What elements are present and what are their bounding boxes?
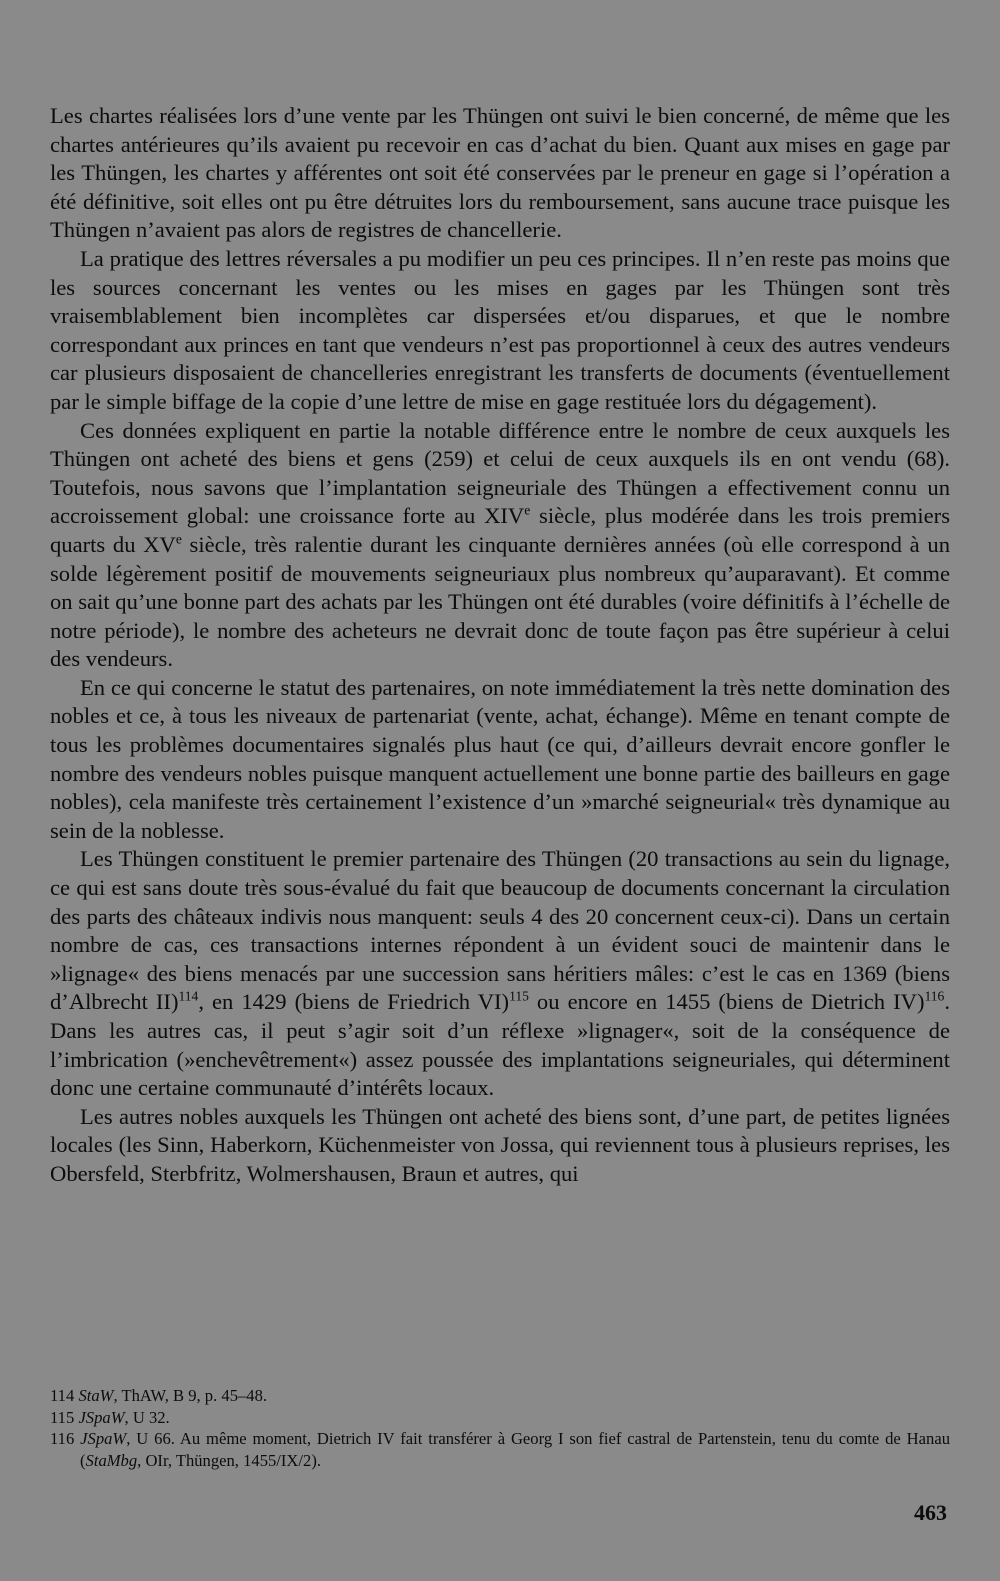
italic-text: StaW — [78, 1386, 114, 1405]
paragraph — [50, 845, 950, 1102]
paragraph — [50, 1103, 950, 1189]
text-run: Les autres nobles auxquels les Thüngen ont acheté des biens sont, d’une part, de petites lignées locales (les Sinn, Haberkorn, Küchenmeister von Jossa, qui reviennent tous à plusieurs reprises, les Obersfeld, Sterbfritz, Wolmershausen, Braun et autres, qui — [50, 1103, 950, 1186]
text-run: . Dans les autres cas, il peut s’agir soit d’un réflexe »lignager«, soit de la conséquence de l’imbrication (»enchevêtrement«) assez poussée des implantations seigneuriales, qui déterminent donc une certaine communauté d’intérêts locaux. — [50, 989, 950, 1101]
paragraph — [50, 674, 950, 846]
paragraph — [50, 417, 950, 674]
footnote-115 — [50, 1407, 950, 1429]
text-run: 115 — [50, 1407, 79, 1427]
footnotes — [50, 1385, 950, 1471]
text-run: , en 1429 (biens de Friedrich VI) — [198, 989, 510, 1015]
text-run: 116 — [50, 1429, 81, 1448]
footnote-116 — [50, 1428, 950, 1471]
text-run: En ce qui concerne le statut des partenaires, on note immédiatement la très nette domination des nobles et ce, à tous les niveaux de partenariat (vente, achat, échange). Même en tenant compte de tous les problèmes documentaires signalés plus haut (ce qui, d’ailleurs devrait encore gonfler le nombre des vendeurs nobles puisque manquent actuellement une bonne partie des bailleurs en gage nobles), cela manifeste très certainement l’existence d’un »marché seigneurial« très dynamique au sein de la noblesse. — [50, 674, 950, 843]
paragraph — [50, 102, 950, 245]
footnote-ref: 115 — [509, 988, 529, 1004]
text-run: siècle, plus modérée dans les trois premiers quarts du XV — [50, 503, 950, 557]
text-run: Ces données expliquent en partie la notable différence entre le nombre de ceux auxquels les Thüngen ont acheté des biens et gens (259) et celui de ceux auxquels ils en ont vendu (68). Toutefois, nous savons que l’implantation seigneuriale des Thüngen a effectivement connu un accroissement global: une croissance forte au XIV — [50, 417, 950, 529]
italic-text: StaMbg — [85, 1450, 138, 1470]
text-run: Les chartes réalisées lors d’une vente par les Thüngen ont suivi le bien concerné, de même que les chartes antérieures qu’ils avaient pu recevoir en cas d’achat du bien. Quant aux mises en gage par les Thüngen, les chartes y afférentes ont soit été conservées par le preneur en gage si l’opération a été définitive, soit elles ont pu être détruites lors du remboursement, sans aucune trace puisque les Thüngen n’avaient pas alors de registres de chancellerie. — [50, 103, 950, 243]
footnote-ref: 116 — [924, 988, 945, 1004]
text-run: siècle, très ralentie durant les cinquante dernières années (où elle correspond à un solde légèrement positif de mouvements seigneuriaux plus nombreux qu’auparavant). Et comme on sait qu’une bonne part des achats par les Thüngen ont été durables (voire définitifs à l’échelle de notre période), le nombre des acheteurs ne devrait donc de toute façon pas être supérieur à celui des vendeurs. — [50, 531, 950, 672]
text-run: 114 — [50, 1386, 79, 1405]
italic-text: JSpaW — [78, 1407, 125, 1427]
text-run: La pratique des lettres réversales a pu modifier un peu ces principes. Il n’en reste pas moins que les sources concernant les ventes ou les mises en gages par les Thüngen sont très vraisemblablement bien incomplètes car dispersées et/ou disparues, et que le nombre correspondant aux princes en tant que vendeurs n’est pas proportionnel à ceux des autres vendeurs car plusieurs disposaient de chancelleries enregistrant les transferts de documents (éventuellement par le simple biffage de la copie d’une lettre de mise en gage restituée lors du dégagement). — [50, 245, 950, 414]
footnote-ref: 114 — [178, 988, 199, 1004]
text-run: Les Thüngen constituent le premier partenaire des Thüngen (20 transactions au sein du lignage, ce qui est sans doute très sous-évalué du fait que beaucoup de documents concernant la circulation des parts des châteaux indivis nous manquent: seuls 4 des 20 concernent ceux-ci). Dans un certain nombre de cas, ces transactions internes répondent à un évident souci de maintenir dans le »lignage« des biens menacés par une succession sans héritiers mâles: c’est le cas en 1369 (biens d’Albrecht II) — [50, 846, 950, 1015]
text-run: , U 32. — [124, 1407, 170, 1427]
text-run: , ThAW, B 9, p. 45–48. — [113, 1386, 268, 1405]
paragraph — [50, 245, 950, 417]
italic-text: JSpaW — [80, 1429, 127, 1448]
body-text — [50, 102, 950, 1189]
footnote-ref: e — [175, 531, 182, 547]
footnote-ref: e — [524, 502, 531, 518]
text-run: , U 66. Au même moment, Dietrich IV fait transférer à Georg I son fief castral de Partenstein, tenu du comte de Hanau ( — [80, 1429, 950, 1470]
page-number: 463 — [914, 1500, 947, 1525]
text-run: ou encore en 1455 (biens de Dietrich IV) — [528, 989, 925, 1015]
text-run: , OIr, Thüngen, 1455/IX/2). — [137, 1450, 321, 1470]
footnote-114 — [50, 1385, 950, 1407]
